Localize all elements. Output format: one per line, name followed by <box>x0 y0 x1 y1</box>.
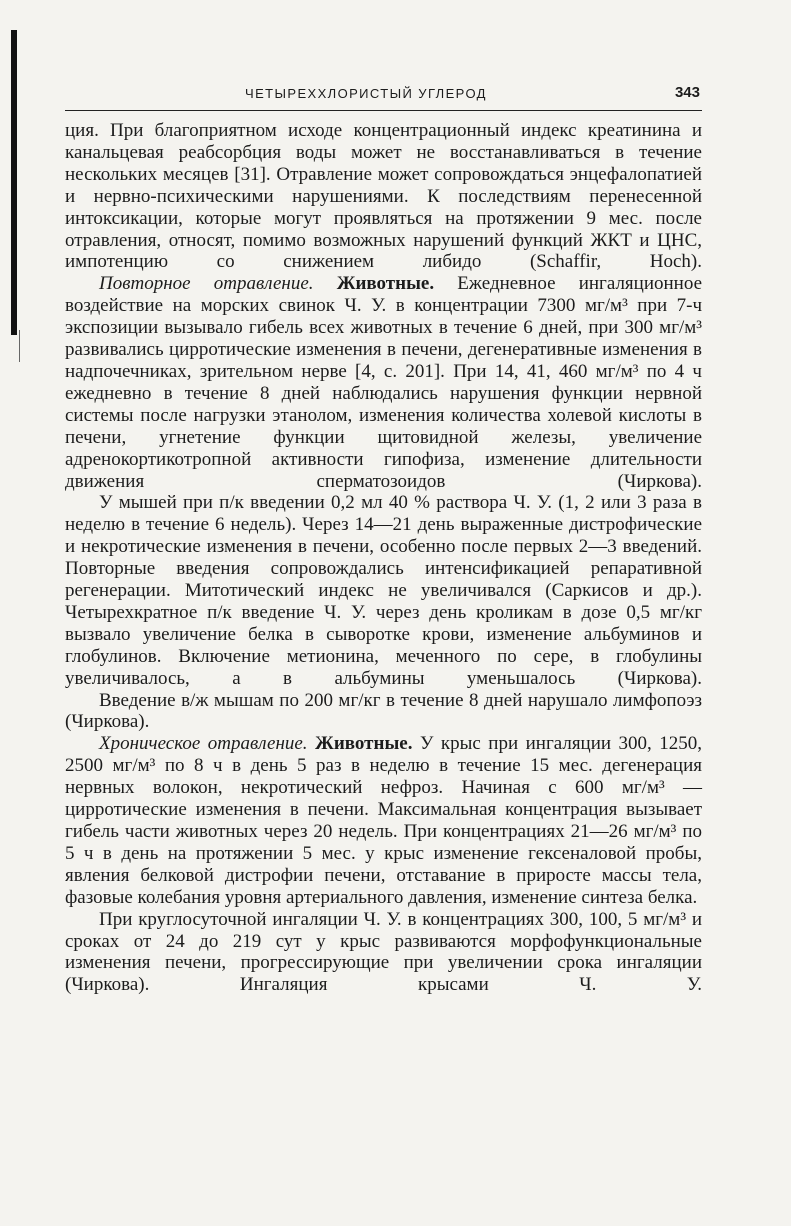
paragraph <box>65 690 702 734</box>
binding-edge-mark <box>11 30 17 335</box>
paragraph-text: У крыс при ингаляции 300, 1250, 2500 мг/м³ по 8 ч в день 5 раз в неделю в течение 15 мес. дегенерация нервных волокон, некротический нефроз. Начиная с 600 мг/м³ — цирротические изменения в печени. Максимальная концентрация вызывает гибель части животных через 20 недель. При концентрациях 21—26 мг/м³ по 5 ч в день на протяжении 5 мес. у крыс изменение гексеналовой пробы, явления белковой дистрофии печени, отставание в приросте массы тела, фазовые колебания уровня артериального давления, изменение синтеза белка. <box>65 733 703 908</box>
paragraph-text: При круглосуточной ингаляции Ч. У. в концентрациях 300, 100, 5 мг/м³ и сроках от 24 до 219 сут у крыс развиваются морфофункциональные изменения печени, прогрессирующие при увеличении срока ингаляции (Чиркова). Ингаляция крысами Ч. У. <box>65 908 702 996</box>
paragraph <box>65 492 702 689</box>
paragraph <box>65 120 702 273</box>
subject-heading: Животные. <box>336 273 435 295</box>
binding-edge-tick <box>19 330 20 362</box>
subject-heading: Животные. <box>315 733 413 755</box>
paragraph-text: ция. При благоприятном исходе концентрационный индекс креатинина и канальцевая реабсорбция воды может не восстанавливаться в течение нескольких месяцев [31]. Отравление может сопровождаться энцефалопатией и нервно-психическими нарушениями. К последствиям перенесенной интоксикации, которые могут проявляться на протяжении 9 мес. после отравления, относят, помимо возможных нарушений функций ЖКТ и ЦНС, импотенцию со снижением либидо (Schaffir, Hoch). <box>65 120 702 273</box>
text-body <box>65 120 702 996</box>
section-heading: Повторное отравление. <box>99 273 314 295</box>
paragraph-text: У мышей при п/к введении 0,2 мл 40 % раствора Ч. У. (1, 2 или 3 раза в неделю в течение 6 недель). Через 14—21 день выраженные дистрофические и некротические изменения в печени, особенно после первых 2—3 введений. Повторные введения сопровождались интенсификацией репаративной регенерации. Митотический индекс не увеличивался (Саркисов и др.). Четырехкратное п/к введение Ч. У. через день кроликам в дозе 0,5 мг/кг вызвало увеличение белка в сыворотке крови, изменение альбуминов и глобулинов. Включение метионина, меченного по сере, в глобулины увеличивалось, а в альбумины уменьшалось (Чиркова). <box>65 492 702 689</box>
paragraph <box>65 909 702 997</box>
running-title: ЧЕТЫРЕХХЛОРИСТЫЙ УГЛЕРОД <box>245 86 487 101</box>
paragraph-text: Введение в/ж мышам по 200 мг/кг в течение 8 дней нарушало лимфопоэз (Чиркова). <box>65 689 702 733</box>
section-heading: Хроническое отравление. <box>99 733 308 755</box>
page-header <box>65 84 702 106</box>
paragraph <box>65 273 702 492</box>
paragraph-text: Ежедневное ингаляционное воздействие на морских свинок Ч. У. в концентрации 7300 мг/м³ при 7-ч экспозиции вызывало гибель всех животных в течение 6 дней, при 300 мг/м³ развивались цирротические изменения в печени, дегенеративные изменения в надпочечниках, зрительном нерве [4, с. 201]. При 14, 41, 460 мг/м³ по 4 ч ежедневно в течение 8 дней наблюдались нарушения функции нервной системы после нагрузки этанолом, изменения количества холевой кислоты в печени, угнетение функции щитовидной железы, увеличение адренокортикотропной активности гипофиза, изменение длительности движения сперматозоидов (Чиркова). <box>65 273 703 492</box>
paragraph <box>65 733 702 908</box>
page-number: 343 <box>674 84 700 101</box>
header-rule <box>65 110 702 111</box>
